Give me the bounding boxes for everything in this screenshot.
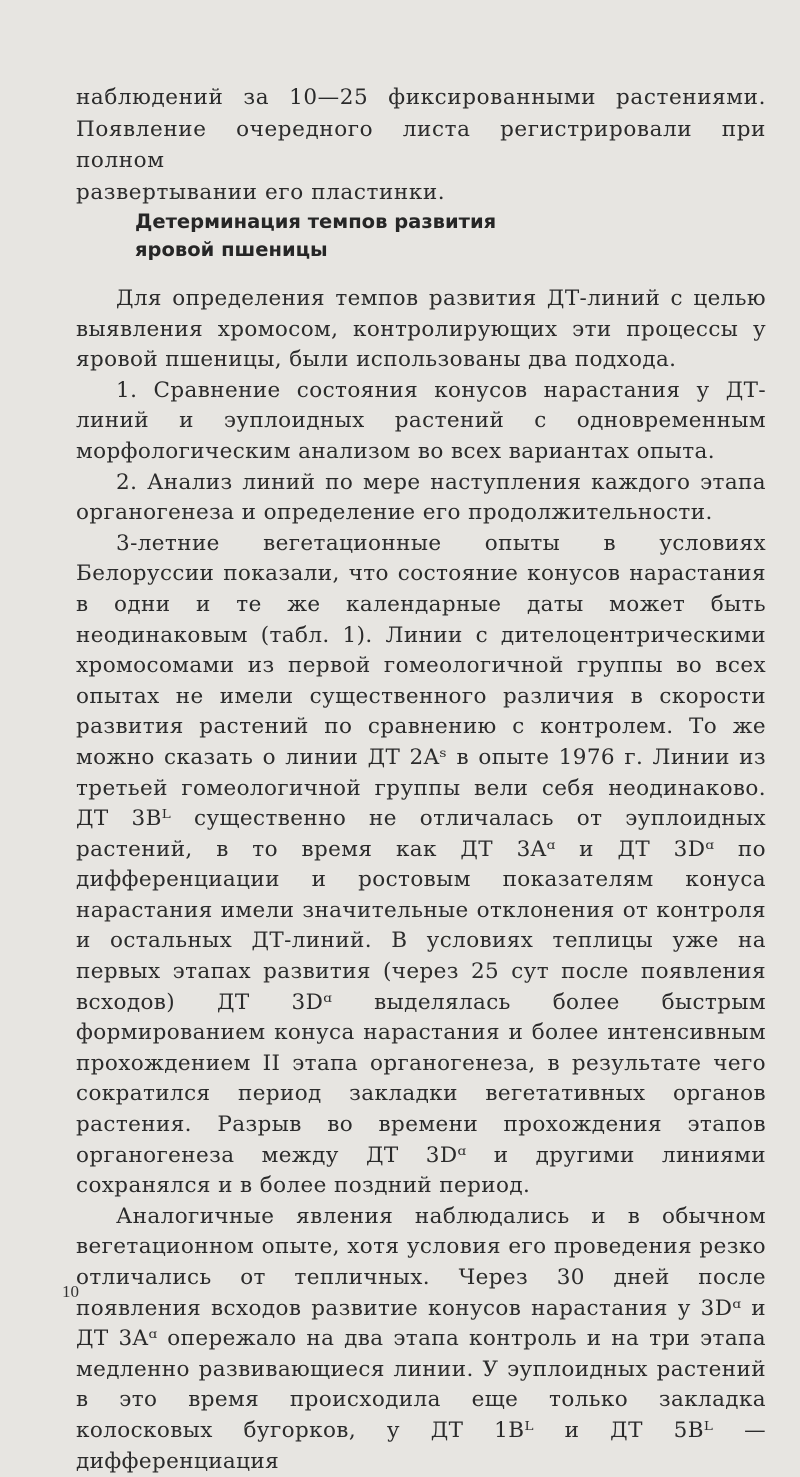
intro-line: Появление очередного листа регистрировали при полном <box>76 116 766 173</box>
paragraph: 3-летние вегетационные опыты в условиях Белоруссии показали, что состояние конусов нарастания в одни и те же календарные даты может быть неодинаковым (табл. 1). Линии с дителоцентрическими хромосомами из первой гомеологичной группы во всех опытах не имели существенного различия в скорости развития растений по сравнению с контролем. То же можно сказать о линии ДТ 2Aˢ в опыте 1976 г. Линии из третьей гомеологичной группы вели себя неодинаково. ДТ 3Bᴸ существенно не отличалась от эуплоидных растений, в то время как ДТ 3Aᵅ и ДТ 3Dᵅ по дифференциации и ростовым показателям конуса нарастания имели значительные отклонения от контроля и остальных ДТ-линий. В условиях теплицы уже на первых этапах развития (через 25 сут после появления всходов) ДТ 3Dᵅ выделялась более быстрым формированием конуса нарастания и более интенсивным прохождением II этапа органогенеза, в результате чего сократился период закладки вегетативных органов растения. Разрыв во времени прохождения этапов органогенеза между ДТ 3Dᵅ и другими линиями сохранялся и в более поздний период. <box>76 530 766 1199</box>
heading-line: яровой пшеницы <box>135 238 328 261</box>
heading-line: Детерминация темпов развития <box>135 210 497 233</box>
paragraph: 2. Анализ линий по мере наступления каждого этапа органогенеза и определение его продолжительности. <box>76 469 766 526</box>
paragraph: Аналогичные явления наблюдались и в обычном вегетационном опыте, хотя условия его проведения резко отличались от тепличных. Через 30 дней после появления всходов развитие конусов нарастания у 3Dᵅ и ДТ 3Aᵅ опережало на два этапа контроль и на три этапа медленно развивающиеся линии. У эуплоидных растений в это время происходила еще только закладка колосковых бугорков, у ДТ 1Bᴸ и ДТ 5Bᴸ — дифференциация <box>76 1203 766 1474</box>
paragraph: 1. Сравнение состояния конусов нарастания у ДТ-линий и эуплоидных растений с одновременным морфологическим анализом во всех вариантах опыта. <box>76 377 766 464</box>
body-text <box>76 284 766 1477</box>
section-heading <box>135 208 735 264</box>
intro-line: наблюдений за 10—25 фиксированными растениями. <box>76 85 766 110</box>
intro-text <box>76 82 766 208</box>
intro-line: развертывании его пластинки. <box>76 179 446 205</box>
paragraph: Для определения темпов развития ДТ-линий с целью выявления хромосом, контролирующих эти процессы у яровой пшеницы, были использованы два подхода. <box>76 286 766 373</box>
page-number: 10 <box>62 1282 79 1301</box>
